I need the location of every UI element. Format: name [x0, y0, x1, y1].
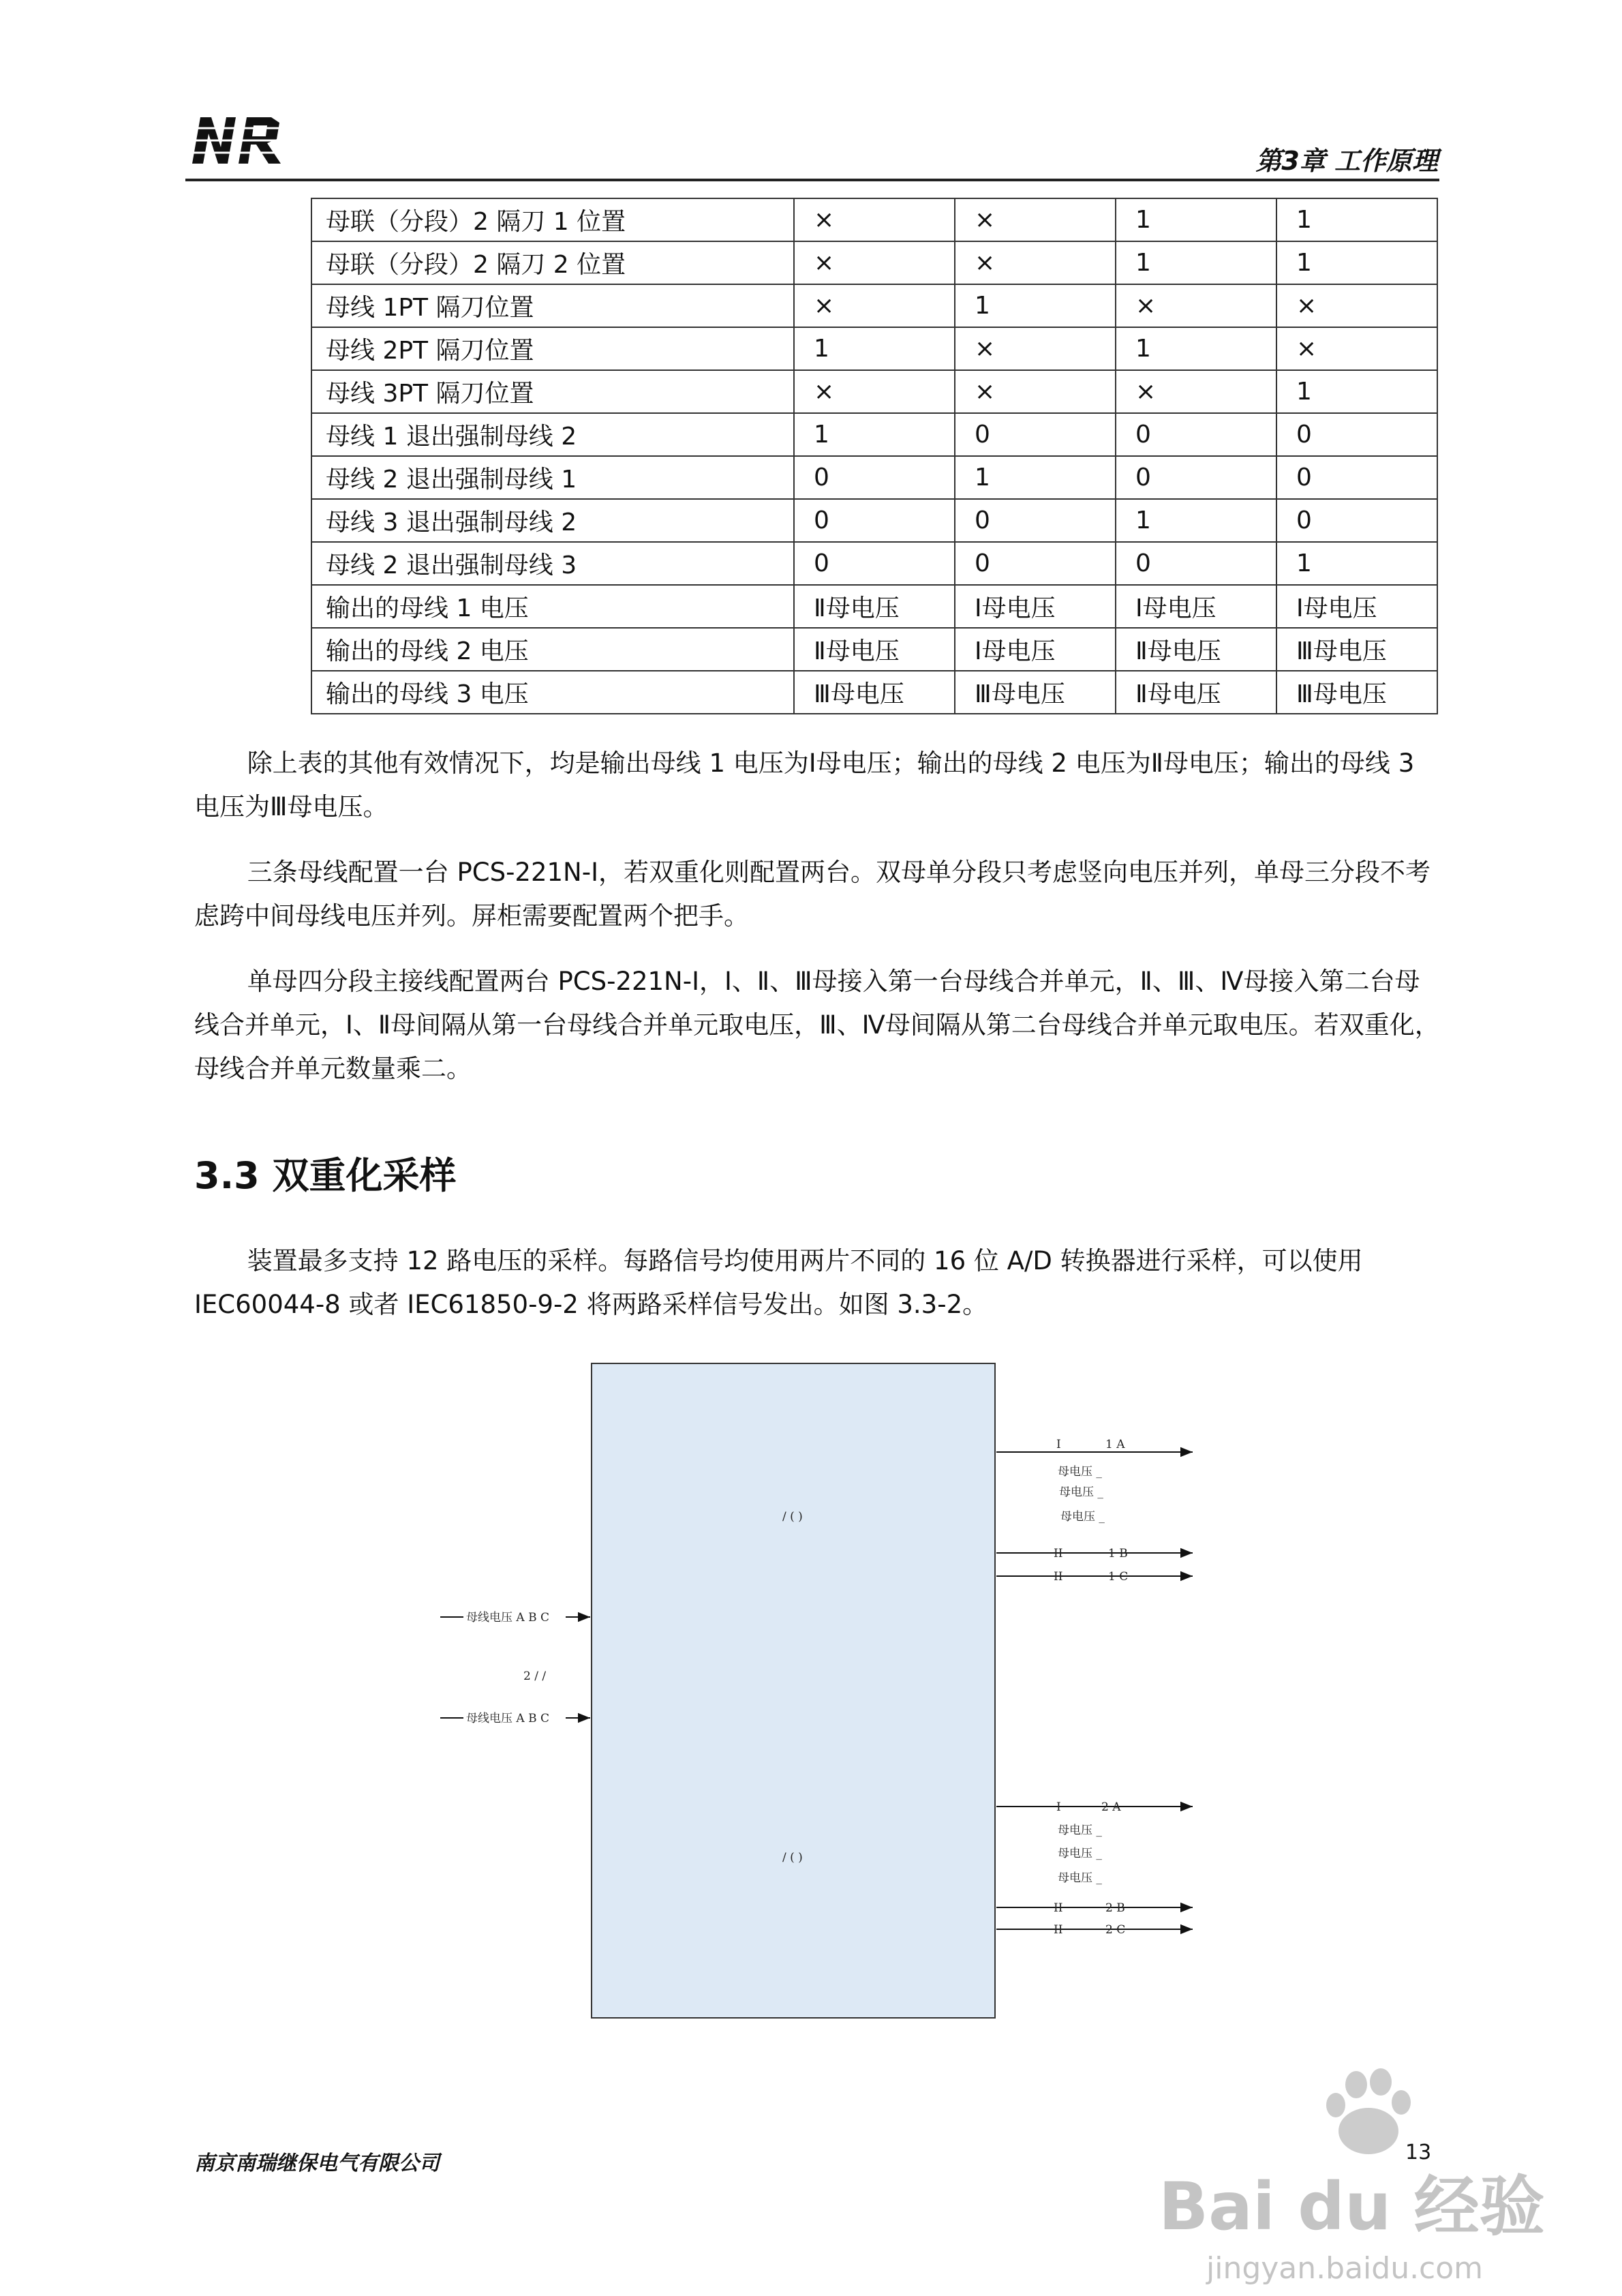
- table-cell: Ⅲ母电压: [1276, 671, 1437, 714]
- chapter-title: 第3章 工作原理: [1255, 146, 1438, 176]
- row-label: 母联（分段）2 隔刀 1 位置: [311, 198, 794, 241]
- table-cell: ×: [1116, 284, 1276, 327]
- selection-table: [311, 198, 1438, 714]
- table-row: [311, 370, 1437, 413]
- output-1a-left: I: [1056, 1438, 1061, 1451]
- table-row: [311, 413, 1437, 456]
- output-1b-right: 1 B: [1108, 1547, 1128, 1560]
- table-cell: ×: [1276, 284, 1437, 327]
- output-2a-right: 2 A: [1101, 1800, 1121, 1814]
- table-cell: ×: [1276, 327, 1437, 370]
- row-label: 母线 2 退出强制母线 3: [311, 542, 794, 585]
- table-row: [311, 241, 1437, 284]
- table-cell: 1: [1116, 327, 1276, 370]
- output-2-note-3: 母电压 _: [1058, 1871, 1102, 1885]
- table-cell: 1: [1276, 241, 1437, 284]
- table-cell: Ⅱ母电压: [1116, 628, 1276, 671]
- row-label: 母线 3 退出强制母线 2: [311, 499, 794, 542]
- output-2c-right: 2 C: [1105, 1923, 1126, 1937]
- table-cell: Ⅲ母电压: [955, 671, 1116, 714]
- page-number: 13: [1405, 2141, 1432, 2164]
- ad-bottom-label: / ( ): [782, 1851, 803, 1864]
- row-label: 输出的母线 3 电压: [311, 671, 794, 714]
- nr-logo: [191, 113, 286, 168]
- table-cell: 0: [794, 456, 955, 499]
- table-cell: ×: [794, 241, 955, 284]
- row-label: 输出的母线 2 电压: [311, 628, 794, 671]
- ad-top-label: / ( ): [782, 1510, 803, 1524]
- section-title: 3.3 双重化采样: [194, 1154, 457, 1197]
- output-2b-right: 2 B: [1105, 1901, 1125, 1915]
- row-label: 母联（分段）2 隔刀 2 位置: [311, 241, 794, 284]
- table-cell: 1: [955, 284, 1116, 327]
- table-row: [311, 585, 1437, 628]
- table-cell: ×: [955, 327, 1116, 370]
- output-1a-right: 1 A: [1105, 1438, 1125, 1451]
- table-cell: ×: [955, 241, 1116, 284]
- table-cell: Ⅱ母电压: [794, 628, 955, 671]
- table-cell: 1: [794, 327, 955, 370]
- table-cell: 0: [794, 499, 955, 542]
- table-cell: Ⅱ母电压: [1116, 671, 1276, 714]
- paw-icon: [1326, 2068, 1411, 2154]
- table-cell: ×: [794, 370, 955, 413]
- table-cell: 0: [794, 542, 955, 585]
- baidu-watermark: [1152, 2066, 1547, 2291]
- output-2c-left: II: [1054, 1923, 1063, 1937]
- footer-company: 南京南瑞继保电气有限公司: [194, 2151, 440, 2175]
- table-row: [311, 628, 1437, 671]
- output-1c-right: 1 C: [1108, 1570, 1129, 1584]
- output-1-note-3: 母电压 _: [1060, 1510, 1105, 1524]
- table-cell: 0: [955, 499, 1116, 542]
- table-cell: 0: [1116, 542, 1276, 585]
- table-cell: ×: [1116, 370, 1276, 413]
- table-cell: Ⅰ母电压: [1116, 585, 1276, 628]
- table-row: [311, 327, 1437, 370]
- table-cell: 1: [1116, 198, 1276, 241]
- output-2-note-1: 母电压 _: [1058, 1824, 1102, 1837]
- table-cell: Ⅲ母电压: [794, 671, 955, 714]
- table-cell: Ⅱ母电压: [794, 585, 955, 628]
- paragraph-2: 三条母线配置一台 PCS-221N-Ⅰ，若双重化则配置两台。双母单分段只考虑竖向电压并列，单母三分段不考虑跨中间母线电压并列。屏柜需要配置两个把手。: [194, 858, 1430, 931]
- table-row: [311, 671, 1437, 714]
- table-cell: 0: [1276, 499, 1437, 542]
- table-cell: Ⅰ母电压: [1276, 585, 1437, 628]
- selection-table-body: [311, 198, 1437, 714]
- table-row: [311, 456, 1437, 499]
- paragraph-4: 装置最多支持 12 路电压的采样。每路信号均使用两片不同的 16 位 A/D 转换器进行采样，可以使用 IEC60044-8 或者 IEC61850-9-2 将两路采样信号发出。如图 3.3-2。: [194, 1246, 1363, 1319]
- row-label: 输出的母线 1 电压: [311, 585, 794, 628]
- table-cell: Ⅲ母电压: [1276, 628, 1437, 671]
- table-cell: 1: [1276, 370, 1437, 413]
- row-label: 母线 2 退出强制母线 1: [311, 456, 794, 499]
- row-label: 母线 1PT 隔刀位置: [311, 284, 794, 327]
- watermark-url: jingyan.baidu.com: [1206, 2251, 1484, 2286]
- output-1c-left: II: [1054, 1570, 1063, 1584]
- merging-unit-box: [592, 1363, 995, 2018]
- table-cell: 0: [1276, 413, 1437, 456]
- output-2-note-2: 母电压 _: [1058, 1847, 1102, 1860]
- table-cell: 0: [1276, 456, 1437, 499]
- table-cell: 1: [955, 456, 1116, 499]
- output-1-note-2: 母电压 _: [1059, 1485, 1103, 1499]
- row-label: 母线 3PT 隔刀位置: [311, 370, 794, 413]
- input-label-1: 母线电压 A B C: [466, 1611, 549, 1625]
- output-1-note-1: 母电压 _: [1058, 1465, 1102, 1479]
- header-rule: [185, 179, 1439, 181]
- dual-sampling-diagram: [409, 1357, 1227, 2031]
- table-cell: ×: [794, 284, 955, 327]
- table-cell: 1: [1116, 241, 1276, 284]
- table-cell: ×: [955, 370, 1116, 413]
- table-cell: 0: [1116, 456, 1276, 499]
- row-label: 母线 2PT 隔刀位置: [311, 327, 794, 370]
- table-cell: ×: [955, 198, 1116, 241]
- middle-label: 2 / /: [523, 1670, 547, 1683]
- table-row: [311, 284, 1437, 327]
- table-cell: 0: [955, 413, 1116, 456]
- table-cell: 1: [1116, 499, 1276, 542]
- table-row: [311, 542, 1437, 585]
- table-cell: Ⅰ母电压: [955, 628, 1116, 671]
- table-cell: 1: [794, 413, 955, 456]
- table-cell: 0: [1116, 413, 1276, 456]
- paragraph-1: 除上表的其他有效情况下，均是输出母线 1 电压为Ⅰ母电压；输出的母线 2 电压为Ⅱ母电压；输出的母线 3 电压为Ⅲ母电压。: [194, 749, 1415, 821]
- table-cell: 0: [955, 542, 1116, 585]
- table-cell: ×: [794, 198, 955, 241]
- output-1b-left: II: [1054, 1547, 1063, 1560]
- output-2b-left: II: [1054, 1901, 1063, 1915]
- table-row: [311, 499, 1437, 542]
- table-cell: Ⅰ母电压: [955, 585, 1116, 628]
- table-cell: 1: [1276, 198, 1437, 241]
- input-label-2: 母线电压 A B C: [466, 1712, 549, 1725]
- row-label: 母线 1 退出强制母线 2: [311, 413, 794, 456]
- watermark-brand: Bai du 经验: [1159, 2169, 1545, 2245]
- table-cell: 1: [1276, 542, 1437, 585]
- output-2a-left: I: [1056, 1800, 1061, 1814]
- table-row: [311, 198, 1437, 241]
- paragraph-3: 单母四分段主接线配置两台 PCS-221N-Ⅰ，Ⅰ、Ⅱ、Ⅲ母接入第一台母线合并单元，Ⅱ、Ⅲ、Ⅳ母接入第二台母线合并单元，Ⅰ、Ⅱ母间隔从第一台母线合并单元取电压，Ⅲ、Ⅳ母间隔从第二台母线合并单元取电压。若双重化，母线合并单元数量乘二。: [194, 967, 1440, 1083]
